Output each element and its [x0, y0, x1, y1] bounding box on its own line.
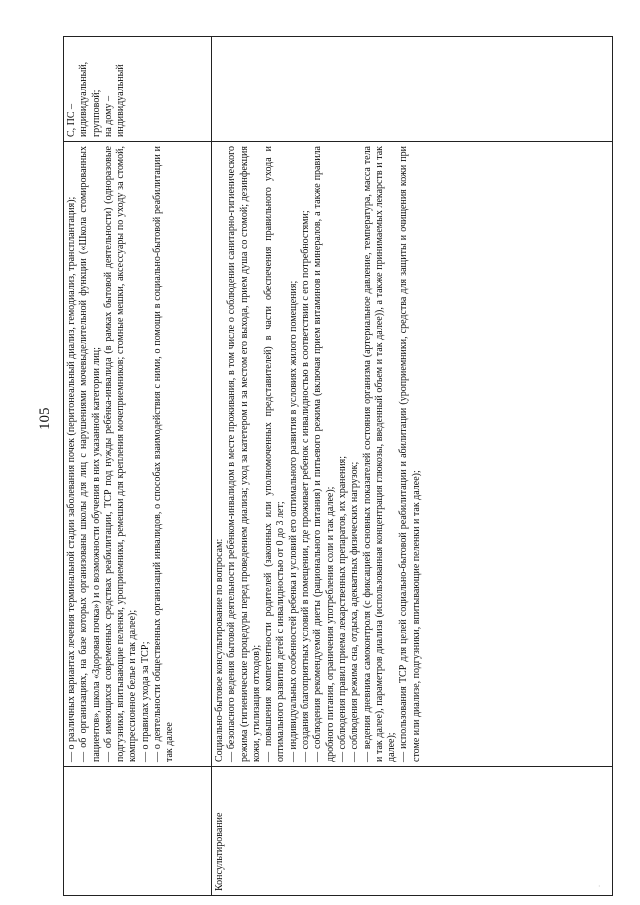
form-line-0: С, ПС – — [66, 103, 77, 137]
table-row — [64, 37, 212, 896]
row2-col3-cell — [212, 37, 613, 142]
form-line-3: на дому – — [102, 95, 114, 137]
form-line-1: индивидуальный, — [78, 61, 90, 137]
row1-item-2: — об имеющихся современных средствах реабилитации, ТСР под нужды ребёнка-инвалида (в рамках бытовой деятельности) (одноразовые подгузники, впитывающие пеленки, уроприемники, ремешки для крепления мочеприемников; стомные мешки, аксессуары по уходу за стомой, компрессионное белье и так далее); — [102, 146, 139, 762]
row1-item-0: — о различных вариантах лечения терминальной стадии заболевания почек (перитонеальный диализ, гемодиализ, трансплантация); — [66, 196, 77, 762]
scan-mark: · — [598, 882, 601, 891]
row1-col2-cell — [64, 142, 212, 767]
row1-item-3: — о правилах ухода за ТСР; — [139, 641, 151, 762]
row2-item-9: — использования ТСР для целей социально-бытовой реабилитации и абилитации (уроприемники, средства для защиты и очищения кожи при стоме или диализе, подгузники, впитывающие пеленки и так далее); — [398, 146, 422, 762]
row2-item-0: Социально-бытовое консультирование по вопросам: — [214, 538, 225, 762]
form-line-2: групповой; — [90, 89, 102, 137]
row1-col1-cell — [64, 767, 212, 896]
page-number: 105 — [37, 407, 53, 430]
row2-item-3: — индивидуальных особенностей ребенка и условий его оптимального развития в условиях жилого помещения; — [287, 280, 299, 762]
row2-item-7: — соблюдения режима сна, отдыха, адекватных физических нагрузок; — [349, 461, 361, 762]
row1-col3-cell — [64, 37, 212, 142]
row2-item-1: — безопасного ведения бытовой деятельности ребёнком-инвалидом в месте проживания, в том числе о соблюдении санитарно-гигиенического режима (гигиенические процедуры перед проведением диализа; уход за катетером и за местом его выхода, прием душа со стомой; дезинфекция кожи, утилизация отходов); — [226, 146, 262, 762]
services-table — [63, 36, 613, 896]
row1-item-4: — о деятельности общественных организаций инвалидов, о способах взаимодействия с ними, о помощи в социально-бытовой реабилитации и так далее — [152, 146, 176, 762]
rotated-table-container — [63, 36, 613, 896]
row2-col1-cell: Консультирование — [212, 767, 613, 896]
row1-item-1: — об организациях, на базе которых организованы школы для лиц с нарушениями мочевыделительной функции («Школа стомированных пациентов», школа «Здоровая почка») и о возможности обучения в них указанной категории лиц; — [78, 146, 102, 762]
table-row — [212, 37, 613, 896]
row2-item-8: — ведения дневника самоконтроля (с фиксацией основных показателей состояния организма (артериальное давление, температура, масса тела и так далее), параметров диализа (использованная концентрация глюкозы, введенный объем и так далее)), а также принимаемых лекарств и так далее); — [361, 146, 398, 762]
row2-item-5: — соблюдения рекомендуемой диеты (рационального питания) и питьевого режима (включая прием витаминов и минералов, а также правила дробного питания, ограничения употребления соли и так далее); — [312, 146, 336, 762]
row2-col2-cell — [212, 142, 613, 767]
row2-item-2: — повышения компетентности родителей (законных или уполномоченных представителей) в части обеспечения правильного ухода и оптимального развития детей с инвалидностью от 0 до 3 лет; — [263, 146, 287, 762]
row2-item-4: — создания благоприятных условий в помещении, где проживает ребенок с инвалидностью в соответствии с его потребностями; — [300, 210, 312, 762]
form-line-4: индивидуальный — [115, 64, 127, 137]
row2-item-6: — соблюдения правил приема лекарственных препаратов, их хранения; — [336, 455, 348, 762]
